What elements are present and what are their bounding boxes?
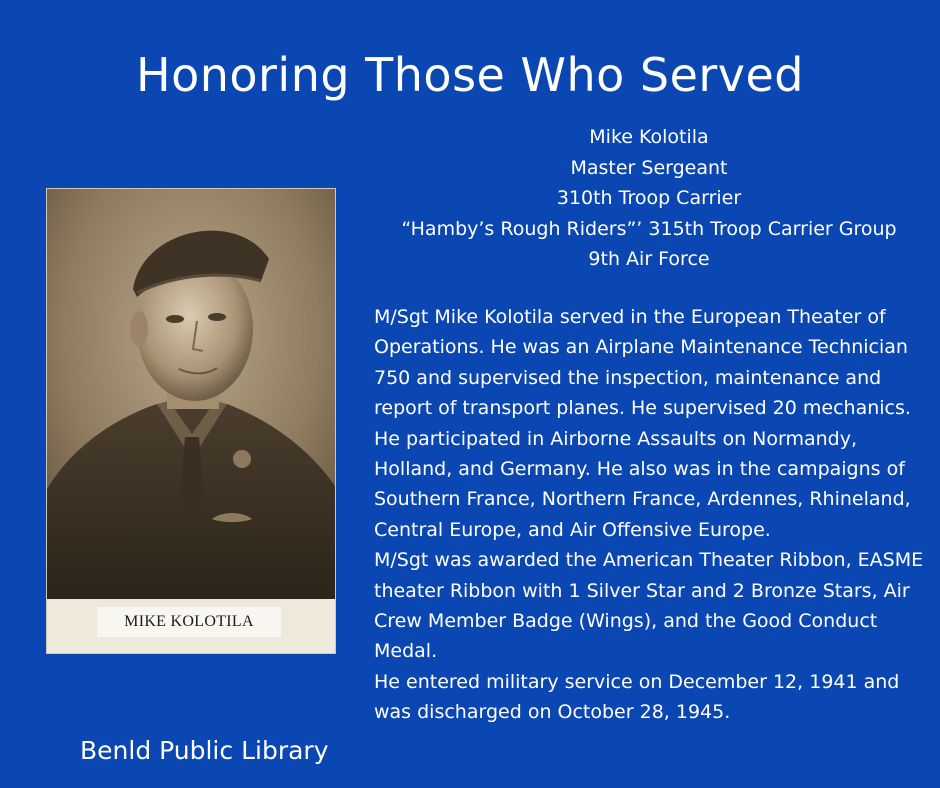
portrait-photo — [46, 188, 336, 654]
page-title: Honoring Those Who Served — [135, 48, 805, 102]
library-name: Benld Public Library — [80, 736, 329, 765]
bio-paragraph-awards: M/Sgt was awarded the American Theater Ribbon, EASME theater Ribbon with 1 Silver Star and 2 Bronze Stars, Air Crew Member Badge (Wings), and the Good Conduct Medal. — [374, 549, 924, 663]
bio-paragraph-dates: He entered military service on December 12, 1941 and was discharged on October 28, 1945. — [374, 670, 900, 724]
veteran-group: “Hamby’s Rough Riders”’ 315th Troop Carrier Group — [401, 217, 897, 240]
biography — [374, 302, 934, 728]
bio-paragraph-service: M/Sgt Mike Kolotila served in the European Theater of Operations. He was an Airplane Maintenance Technician 750 and supervised the inspection, maintenance and report of transport planes. He supervised 20 mechanics. — [374, 306, 911, 420]
service-header — [366, 122, 932, 275]
portrait-image — [47, 189, 336, 654]
veteran-name: Mike Kolotila — [589, 126, 709, 148]
veteran-rank: Master Sergeant — [570, 156, 728, 179]
bio-paragraph-campaigns: He participated in Airborne Assaults on Normandy, Holland, and Germany. He also was in the campaigns of Southern France, Northern France, Ardennes, Rhineland, Central Europe, and Air Offensive Europe. — [374, 427, 911, 541]
photo-caption-label: MIKE KOLOTILA — [97, 607, 281, 637]
veteran-air-force: 9th Air Force — [588, 248, 710, 270]
veteran-unit: 310th Troop Carrier — [556, 187, 742, 209]
